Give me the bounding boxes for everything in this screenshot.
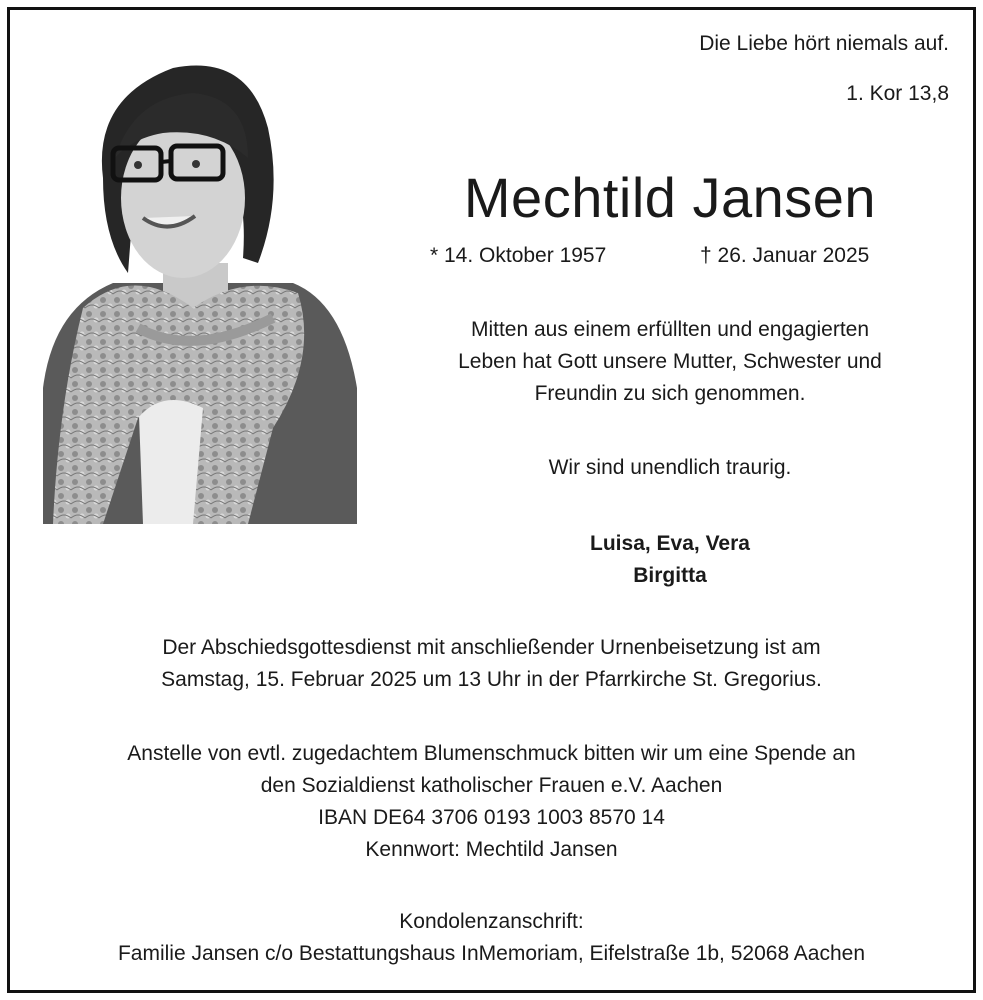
family-line-1: Luisa, Eva, Vera xyxy=(590,532,750,555)
birth-date: * 14. Oktober 1957 xyxy=(430,244,607,267)
bible-reference: 1. Kor 13,8 xyxy=(846,82,949,105)
message-line: Mitten aus einem erfüllten und engagierten xyxy=(470,318,870,341)
service-line: Der Abschiedsgottesdienst mit anschließender Urnenbeisetzung ist am xyxy=(162,636,821,659)
death-date: † 26. Januar 2025 xyxy=(700,244,870,267)
family-names xyxy=(380,528,960,592)
donation-iban: IBAN DE64 3706 0193 1003 8570 14 xyxy=(318,806,665,829)
service-info xyxy=(0,632,983,696)
donation-line: Anstelle von evtl. zugedachtem Blumenschmuck bitten wir um eine Spende an xyxy=(127,742,856,765)
service-line: Samstag, 15. Februar 2025 um 13 Uhr in der Pfarrkirche St. Gregorius. xyxy=(161,668,822,691)
message-line: Leben hat Gott unsere Mutter, Schwester und xyxy=(458,350,882,373)
condolence-address-line: Familie Jansen c/o Bestattungshaus InMemoriam, Eifelstraße 1b, 52068 Aachen xyxy=(117,942,866,965)
donation-keyword: Kennwort: Mechtild Jansen xyxy=(365,838,618,861)
deceased-name: Mechtild Jansen xyxy=(463,166,877,229)
bible-quote: Die Liebe hört niemals auf. xyxy=(699,32,949,55)
donation-info xyxy=(0,738,983,866)
family-line-2: Birgitta xyxy=(633,564,707,587)
obituary-message xyxy=(380,314,960,410)
message-line: Freundin zu sich genommen. xyxy=(534,382,806,405)
portrait-illustration xyxy=(43,58,357,524)
sadness-line: Wir sind unendlich traurig. xyxy=(548,456,792,479)
donation-line: den Sozialdienst katholischer Frauen e.V. Aachen xyxy=(260,774,723,797)
condolence-address xyxy=(0,906,983,970)
condolence-label: Kondolenzanschrift: xyxy=(399,910,584,933)
portrait-photo xyxy=(43,58,357,524)
